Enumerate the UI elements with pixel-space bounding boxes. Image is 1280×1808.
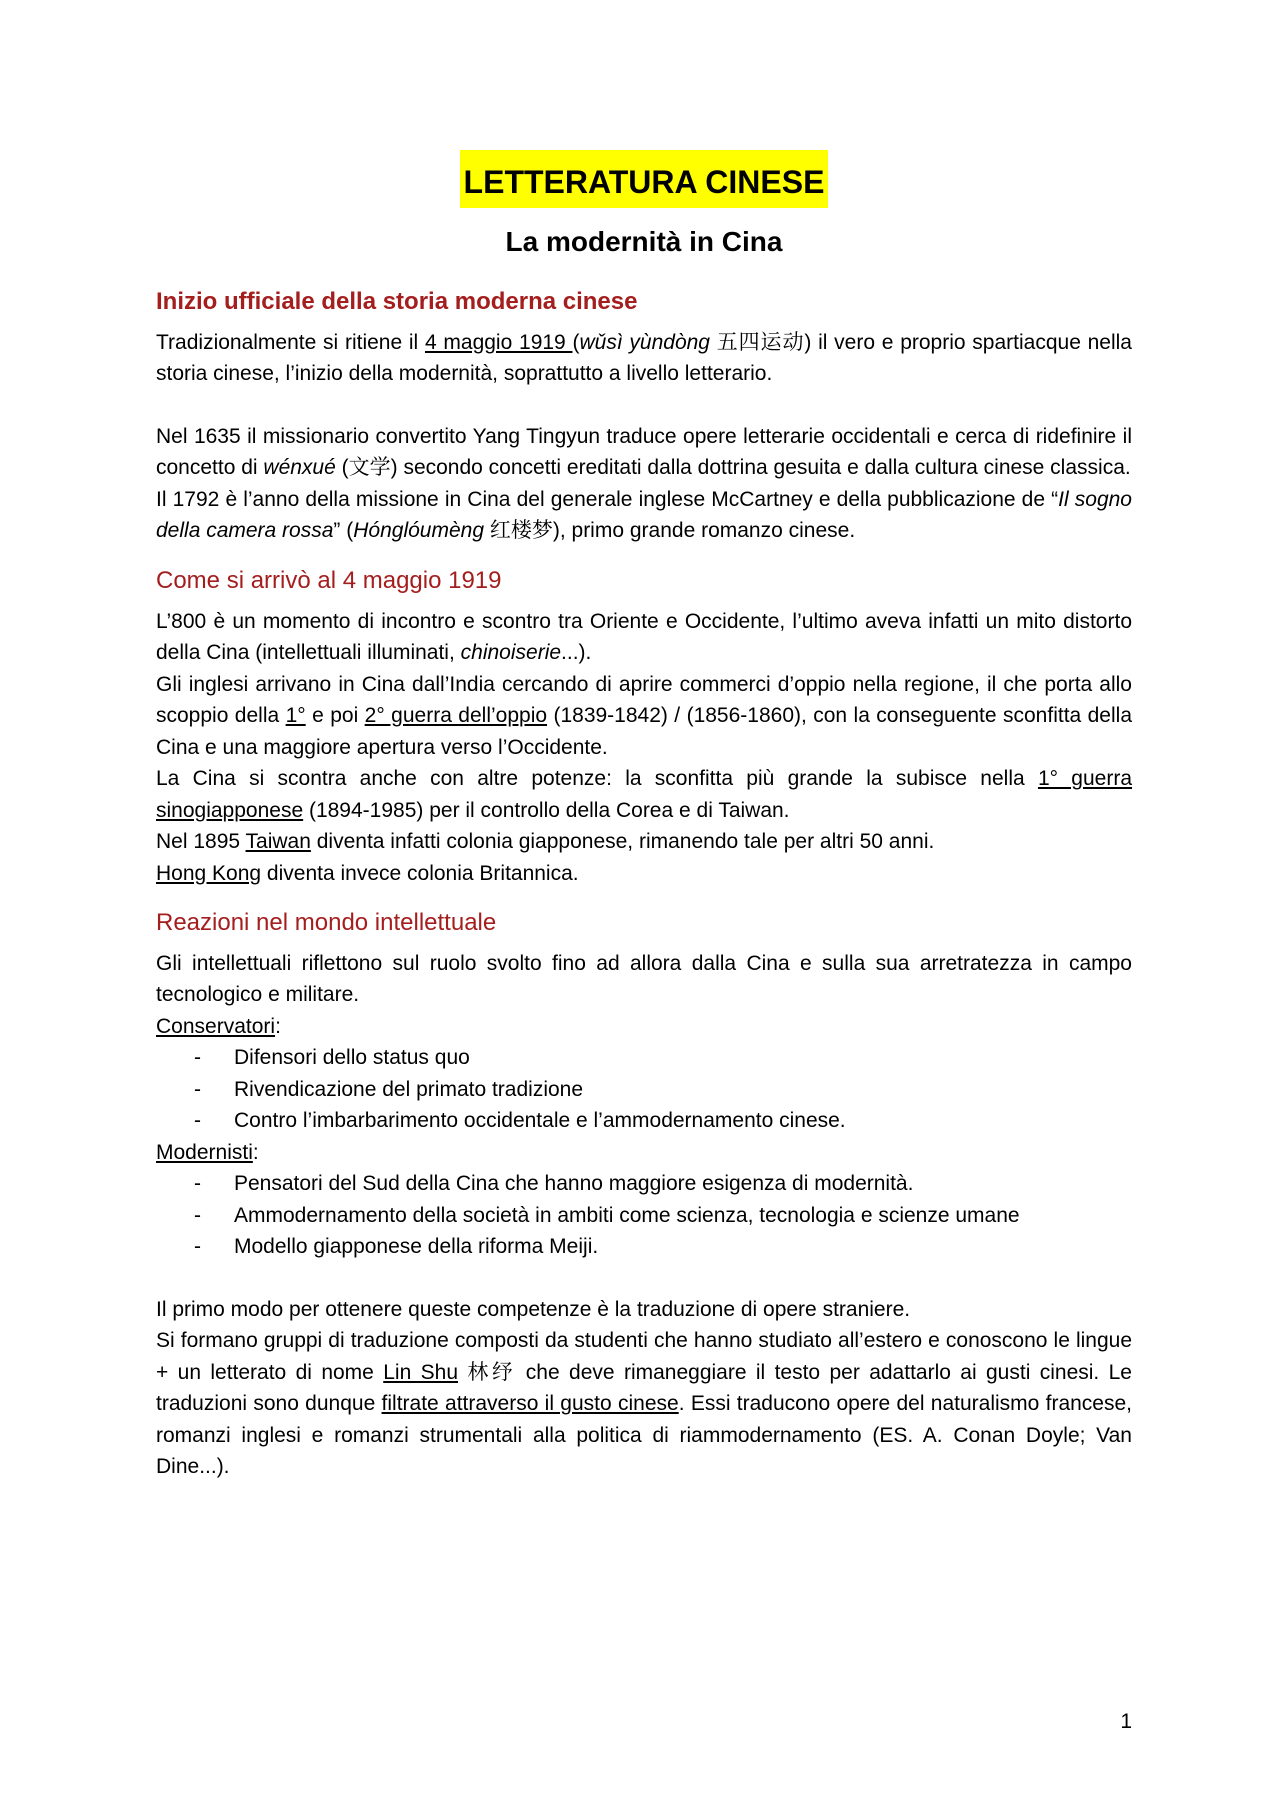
paragraph: Il 1792 è l’anno della missione in Cina del generale inglese McCartney e della pubblicazione de “Il sogno della camera rossa” (Hónglóumèng 红楼梦), primo grande romanzo cinese. <box>156 487 1132 543</box>
section-heading-inizio: Inizio ufficiale della storia moderna cinese <box>156 288 638 315</box>
list-item: - Modello giapponese della riforma Meiji. <box>194 1231 1132 1263</box>
page-number: 1 <box>1120 1710 1132 1733</box>
section-heading-come: Come si arrivò al 4 maggio 1919 <box>156 566 502 594</box>
conservatori-list <box>156 1042 1132 1137</box>
paragraph: Nel 1895 Taiwan diventa infatti colonia giapponese, rimanendo tale per altri 50 anni. <box>156 830 935 854</box>
list-item: - Contro l’imbarbarimento occidentale e l’ammodernamento cinese. <box>194 1105 1132 1137</box>
paragraph: L’800 è un momento di incontro e scontro tra Oriente e Occidente, l’ultimo aveva infatti un mito distorto della Cina (intellettuali illuminati, chinoiserie...). <box>156 609 1132 665</box>
list-item: - Pensatori del Sud della Cina che hanno maggiore esigenza di modernità. <box>194 1168 1132 1200</box>
document-title: LETTERATURA CINESE <box>460 150 829 208</box>
section-heading-reazioni: Reazioni nel mondo intellettuale <box>156 909 497 937</box>
document-subtitle: La modernità in Cina <box>505 226 783 257</box>
modernisti-list <box>156 1168 1132 1263</box>
title-wrap <box>156 150 1132 208</box>
list-item: - Ammodernamento della società in ambiti come scienza, tecnologia e scienze umane <box>194 1200 1132 1232</box>
list-item: - Difensori dello status quo <box>194 1042 1132 1074</box>
paragraph: La Cina si scontra anche con altre potenze: la sconfitta più grande la subisce nella 1° guerra sinogiapponese (1894-1985) per il controllo della Corea e di Taiwan. <box>156 767 1132 822</box>
paragraph: Tradizionalmente si ritiene il 4 maggio 1919 (wǔsì yùndòng 五四运动) il vero e proprio spartiacque nella storia cinese, l’inizio della modernità, soprattutto a livello letterario. <box>156 330 1132 386</box>
paragraph: Nel 1635 il missionario convertito Yang Tingyun traduce opere letterarie occidentali e cerca di ridefinire il concetto di wénxué (文学) secondo concetti ereditati dalla dottrina gesuita e dalla cultura cinese classica. <box>156 424 1132 480</box>
paragraph: Si formano gruppi di traduzione composti da studenti che hanno studiato all’estero e conoscono le lingue + un letterato di nome Lin Shu 林纾 che deve rimaneggiare il testo per adattarlo ai gusti cinesi. Le traduzioni sono dunque filtrate attraverso il gusto cinese. Essi traducono opere del naturalismo francese, romanzi inglesi e romanzi strumentali alla politica di riammodernamento (ES. A. Conan Doyle; Van Dine...). <box>156 1329 1133 1479</box>
paragraph: Il primo modo per ottenere queste competenze è la traduzione di opere straniere. <box>156 1297 911 1321</box>
list-label-modernisti: Modernisti: <box>156 1140 259 1164</box>
list-label-conservatori: Conservatori: <box>156 1014 281 1038</box>
paragraph: Gli inglesi arrivano in Cina dall’India cercando di aprire commerci d’oppio nella regione, il che porta allo scoppio della 1° e poi 2° guerra dell’oppio (1839-1842) / (1856-1860), con la conseguente sconfitta della Cina e una maggiore apertura verso l’Occidente. <box>156 672 1132 759</box>
document-page <box>156 150 1132 1483</box>
paragraph: Gli intellettuali riflettono sul ruolo svolto fino ad allora dalla Cina e sulla sua arretratezza in campo tecnologico e militare. <box>156 951 1132 1007</box>
list-item: - Rivendicazione del primato tradizione <box>194 1074 1132 1106</box>
paragraph: Hong Kong diventa invece colonia Britannica. <box>156 861 579 885</box>
